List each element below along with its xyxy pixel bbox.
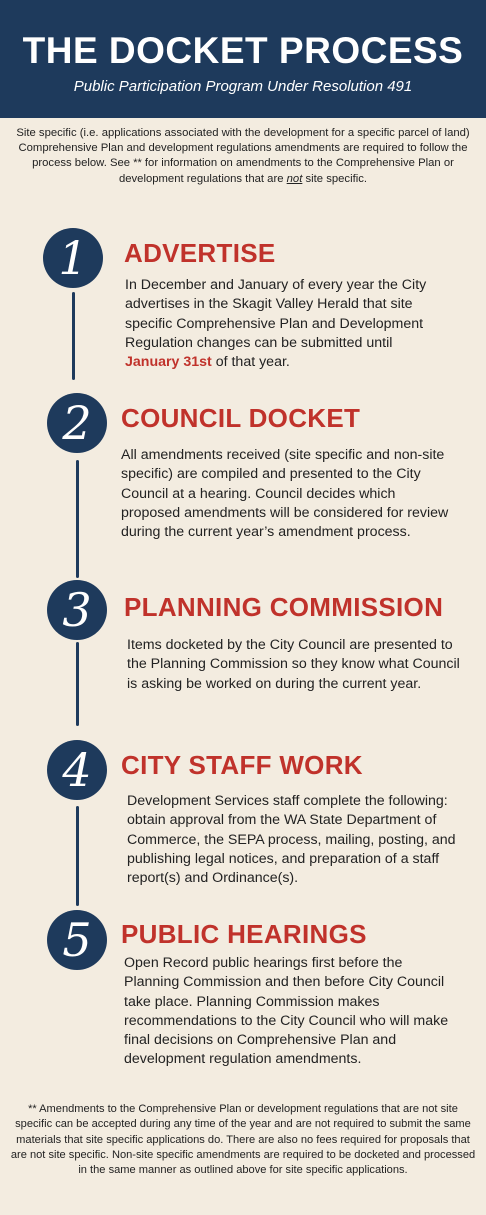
step-2-title: COUNCIL DOCKET: [121, 403, 361, 433]
step-4-title: CITY STAFF WORK: [121, 750, 363, 780]
step-3-title: PLANNING COMMISSION: [124, 592, 444, 622]
step-1-deadline: January 31st: [125, 354, 212, 371]
step-2-number-badge: 2: [47, 393, 107, 453]
step-1-body-after: of that year.: [211, 354, 290, 371]
step-3-body: Items docketed by the City Council are presented to the Planning Commission so they know what Council is asking be worked on during the current year.: [127, 637, 460, 692]
intro-emphasis: not: [286, 172, 303, 185]
step-2-body: All amendments received (site specific and non-site specific) are compiled and presented to the City Council at a hearing. Council decides which proposed amendments will be considered for review during the current year’s amendment process.: [121, 447, 449, 541]
intro-text-after: site specific.: [302, 172, 368, 185]
intro-text-before: Site specific (i.e. applications associated with the development for a specific parcel of land) Comprehensive Plan and development regulations amendments are required to follow the process below. See: [16, 127, 470, 170]
step-5-body: Open Record public hearings first before the Planning Commission and then before City Council take place. Planning Commission makes recommendations to the City Council who will make final decisions on Comprehensive Plan and development regulation amendments.: [124, 955, 449, 1068]
step-3-number-badge: 3: [47, 580, 107, 640]
page-title: THE DOCKET PROCESS: [22, 30, 464, 71]
page-subtitle: Public Participation Program Under Resolution 491: [73, 78, 413, 95]
step-1-number-badge: 1: [43, 228, 103, 288]
connector-line-2: [76, 460, 79, 578]
intro-stars: **: [133, 157, 142, 170]
intro-paragraph: [10, 126, 476, 187]
connector-line-4: [76, 806, 79, 906]
intro-text-middle: for information on amendments to the Comprehensive Plan or development regulations that are: [118, 157, 454, 185]
footer-text: Amendments to the Comprehensive Plan or development regulations that are not site specific can be accepted during any time of the year and are not required to submit the same materials that site specific applications do. There are also no fees required for proposals that are not site specific. Non-site specific amendments are required to be docketed and processed in the same manner as outlined above for site specific applications.: [10, 1103, 476, 1177]
footer-stars: **: [28, 1103, 37, 1115]
header-banner: [0, 0, 486, 118]
step-1-body-text: In December and January of every year the City advertises in the Skagit Valley Herald that site specific Comprehensive Plan and Development Regulation changes can be submitted until: [125, 277, 427, 351]
step-5-title: PUBLIC HEARINGS: [121, 919, 367, 949]
step-4-number-badge: 4: [47, 740, 107, 800]
step-1-title: ADVERTISE: [124, 238, 276, 268]
connector-line-3: [76, 642, 79, 726]
step-4-body: Development Services staff complete the following: obtain approval from the WA State Department of Commerce, the SEPA process, mailing, posting, and publishing legal notices, and preparation of a staff report(s) and Ordinance(s).: [127, 793, 456, 887]
connector-line-1: [72, 292, 75, 380]
step-1-body: [125, 276, 445, 372]
step-5-number-badge: 5: [47, 910, 107, 970]
footer-note: [10, 1102, 476, 1178]
